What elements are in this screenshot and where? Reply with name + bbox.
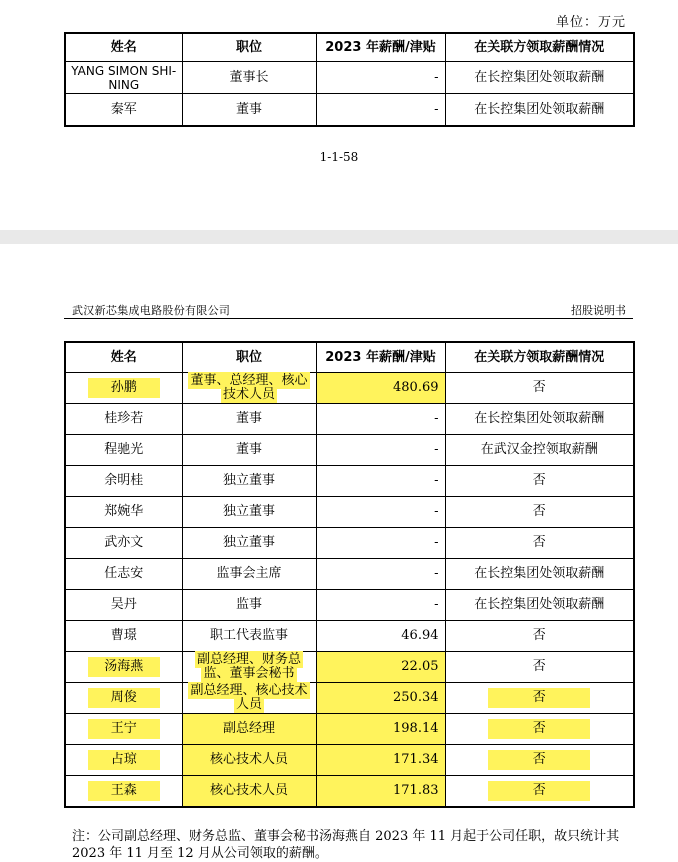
highlight-mark: 董事、总经理、核心技术人员 [190, 373, 308, 402]
cell-related-party: 在武汉金控领取薪酬 [445, 435, 634, 466]
highlight-mark: 否 [488, 750, 590, 770]
table-row [65, 714, 634, 745]
table-header-row [65, 342, 634, 373]
cell-name: 任志安 [65, 559, 182, 590]
cell-position: 董事 [182, 94, 316, 127]
cell-salary: - [316, 528, 445, 559]
column-header-name: 姓名 [65, 33, 182, 62]
header-rule [64, 318, 633, 319]
column-header-name: 姓名 [65, 342, 182, 373]
table-row [65, 497, 634, 528]
column-header-position: 职位 [182, 342, 316, 373]
cell-name: 武亦文 [65, 528, 182, 559]
cell-salary: - [316, 559, 445, 590]
cell-name: 郑婉华 [65, 497, 182, 528]
column-header-salary: 2023 年薪酬/津贴 [316, 33, 445, 62]
cell-position: 职工代表监事 [182, 621, 316, 652]
cell-related-party [445, 683, 634, 714]
cell-name: 程驰光 [65, 435, 182, 466]
cell-name [65, 745, 182, 776]
cell-name [65, 714, 182, 745]
cell-related-party [445, 714, 634, 745]
cell-name: 吴丹 [65, 590, 182, 621]
cell-name: 曹璟 [65, 621, 182, 652]
cell-name [65, 373, 182, 404]
cell-related-party: 否 [445, 466, 634, 497]
table-row [65, 404, 634, 435]
cell-name: 余明桂 [65, 466, 182, 497]
page-number: 1-1-58 [319, 150, 359, 164]
cell-related-party: 否 [445, 652, 634, 683]
highlight-mark: 汤海燕 [88, 657, 160, 677]
cell-related-party [445, 776, 634, 808]
compensation-table-continued [64, 32, 635, 127]
cell-salary: 250.34 [316, 683, 445, 714]
column-header-related-party: 在关联方领取薪酬情况 [445, 33, 634, 62]
cell-salary: - [316, 94, 445, 127]
table-row [65, 559, 634, 590]
cell-related-party: 否 [445, 621, 634, 652]
cell-salary: 171.83 [316, 776, 445, 808]
cell-position: 监事会主席 [182, 559, 316, 590]
document-page-previous [0, 0, 678, 230]
unit-label: 单位：万元 [555, 15, 626, 30]
highlight-mark: 王森 [88, 781, 160, 801]
cell-related-party: 在长控集团处领取薪酬 [445, 404, 634, 435]
document-page-current [0, 244, 678, 862]
table-row [65, 62, 634, 94]
cell-salary: 46.94 [316, 621, 445, 652]
column-header-related-party: 在关联方领取薪酬情况 [445, 342, 634, 373]
table-row [65, 94, 634, 127]
table-row [65, 590, 634, 621]
cell-related-party: 否 [445, 528, 634, 559]
highlight-mark: 否 [488, 688, 590, 708]
cell-salary: 198.14 [316, 714, 445, 745]
table-row [65, 528, 634, 559]
highlight-mark: 否 [488, 719, 590, 739]
cell-name [65, 652, 182, 683]
cell-salary: - [316, 435, 445, 466]
cell-salary: - [316, 62, 445, 94]
table-row [65, 621, 634, 652]
cell-position: 独立董事 [182, 497, 316, 528]
cell-related-party: 在长控集团处领取薪酬 [445, 559, 634, 590]
table-header-row [65, 33, 634, 62]
highlight-mark: 王宁 [88, 719, 160, 739]
cell-position: 核心技术人员 [182, 745, 316, 776]
cell-position: 独立董事 [182, 528, 316, 559]
cell-salary: 171.34 [316, 745, 445, 776]
table-row [65, 652, 634, 683]
compensation-table [64, 341, 635, 808]
highlight-mark: 否 [488, 781, 590, 801]
table-row [65, 683, 634, 714]
cell-position: 核心技术人员 [182, 776, 316, 808]
cell-related-party [445, 745, 634, 776]
cell-salary: - [316, 590, 445, 621]
cell-position [182, 683, 316, 714]
cell-name [65, 683, 182, 714]
highlight-mark: 占琼 [88, 750, 160, 770]
table-row [65, 776, 634, 808]
cell-related-party: 在长控集团处领取薪酬 [445, 590, 634, 621]
page-separator [0, 230, 678, 244]
cell-position: 独立董事 [182, 466, 316, 497]
table-row [65, 435, 634, 466]
cell-related-party: 否 [445, 373, 634, 404]
cell-name: 桂珍若 [65, 404, 182, 435]
column-header-salary: 2023 年薪酬/津贴 [316, 342, 445, 373]
running-header-doc-title: 招股说明书 [571, 304, 626, 317]
cell-position [182, 652, 316, 683]
table-row [65, 745, 634, 776]
cell-salary: 480.69 [316, 373, 445, 404]
cell-salary: - [316, 497, 445, 528]
highlight-mark: 副总经理、核心技术人员 [190, 683, 308, 712]
running-header-company: 武汉新芯集成电路股份有限公司 [72, 304, 231, 317]
cell-position: 副总经理 [182, 714, 316, 745]
table-footnote: 注：公司副总经理、财务总监、董事会秘书汤海燕自 2023 年 11 月起于公司任职，故只统计其 2023 年 11 月至 12 月从公司领取的薪酬。 [72, 829, 620, 861]
table-row [65, 466, 634, 497]
cell-position: 董事 [182, 435, 316, 466]
cell-related-party: 在长控集团处领取薪酬 [445, 62, 634, 94]
cell-position: 董事长 [182, 62, 316, 94]
cell-name [65, 776, 182, 808]
cell-salary: - [316, 466, 445, 497]
cell-position: 董事 [182, 404, 316, 435]
highlight-mark: 周俊 [88, 688, 160, 708]
highlight-mark: 副总经理、财务总监、董事会秘书 [196, 652, 301, 681]
cell-name: YANG SIMON SHI-NING [65, 62, 182, 94]
highlight-mark: 孙鹏 [88, 378, 160, 398]
cell-salary: - [316, 404, 445, 435]
cell-salary: 22.05 [316, 652, 445, 683]
cell-name: 秦军 [65, 94, 182, 127]
cell-position: 监事 [182, 590, 316, 621]
cell-related-party: 在长控集团处领取薪酬 [445, 94, 634, 127]
table-row [65, 373, 634, 404]
cell-related-party: 否 [445, 497, 634, 528]
cell-position [182, 373, 316, 404]
column-header-position: 职位 [182, 33, 316, 62]
